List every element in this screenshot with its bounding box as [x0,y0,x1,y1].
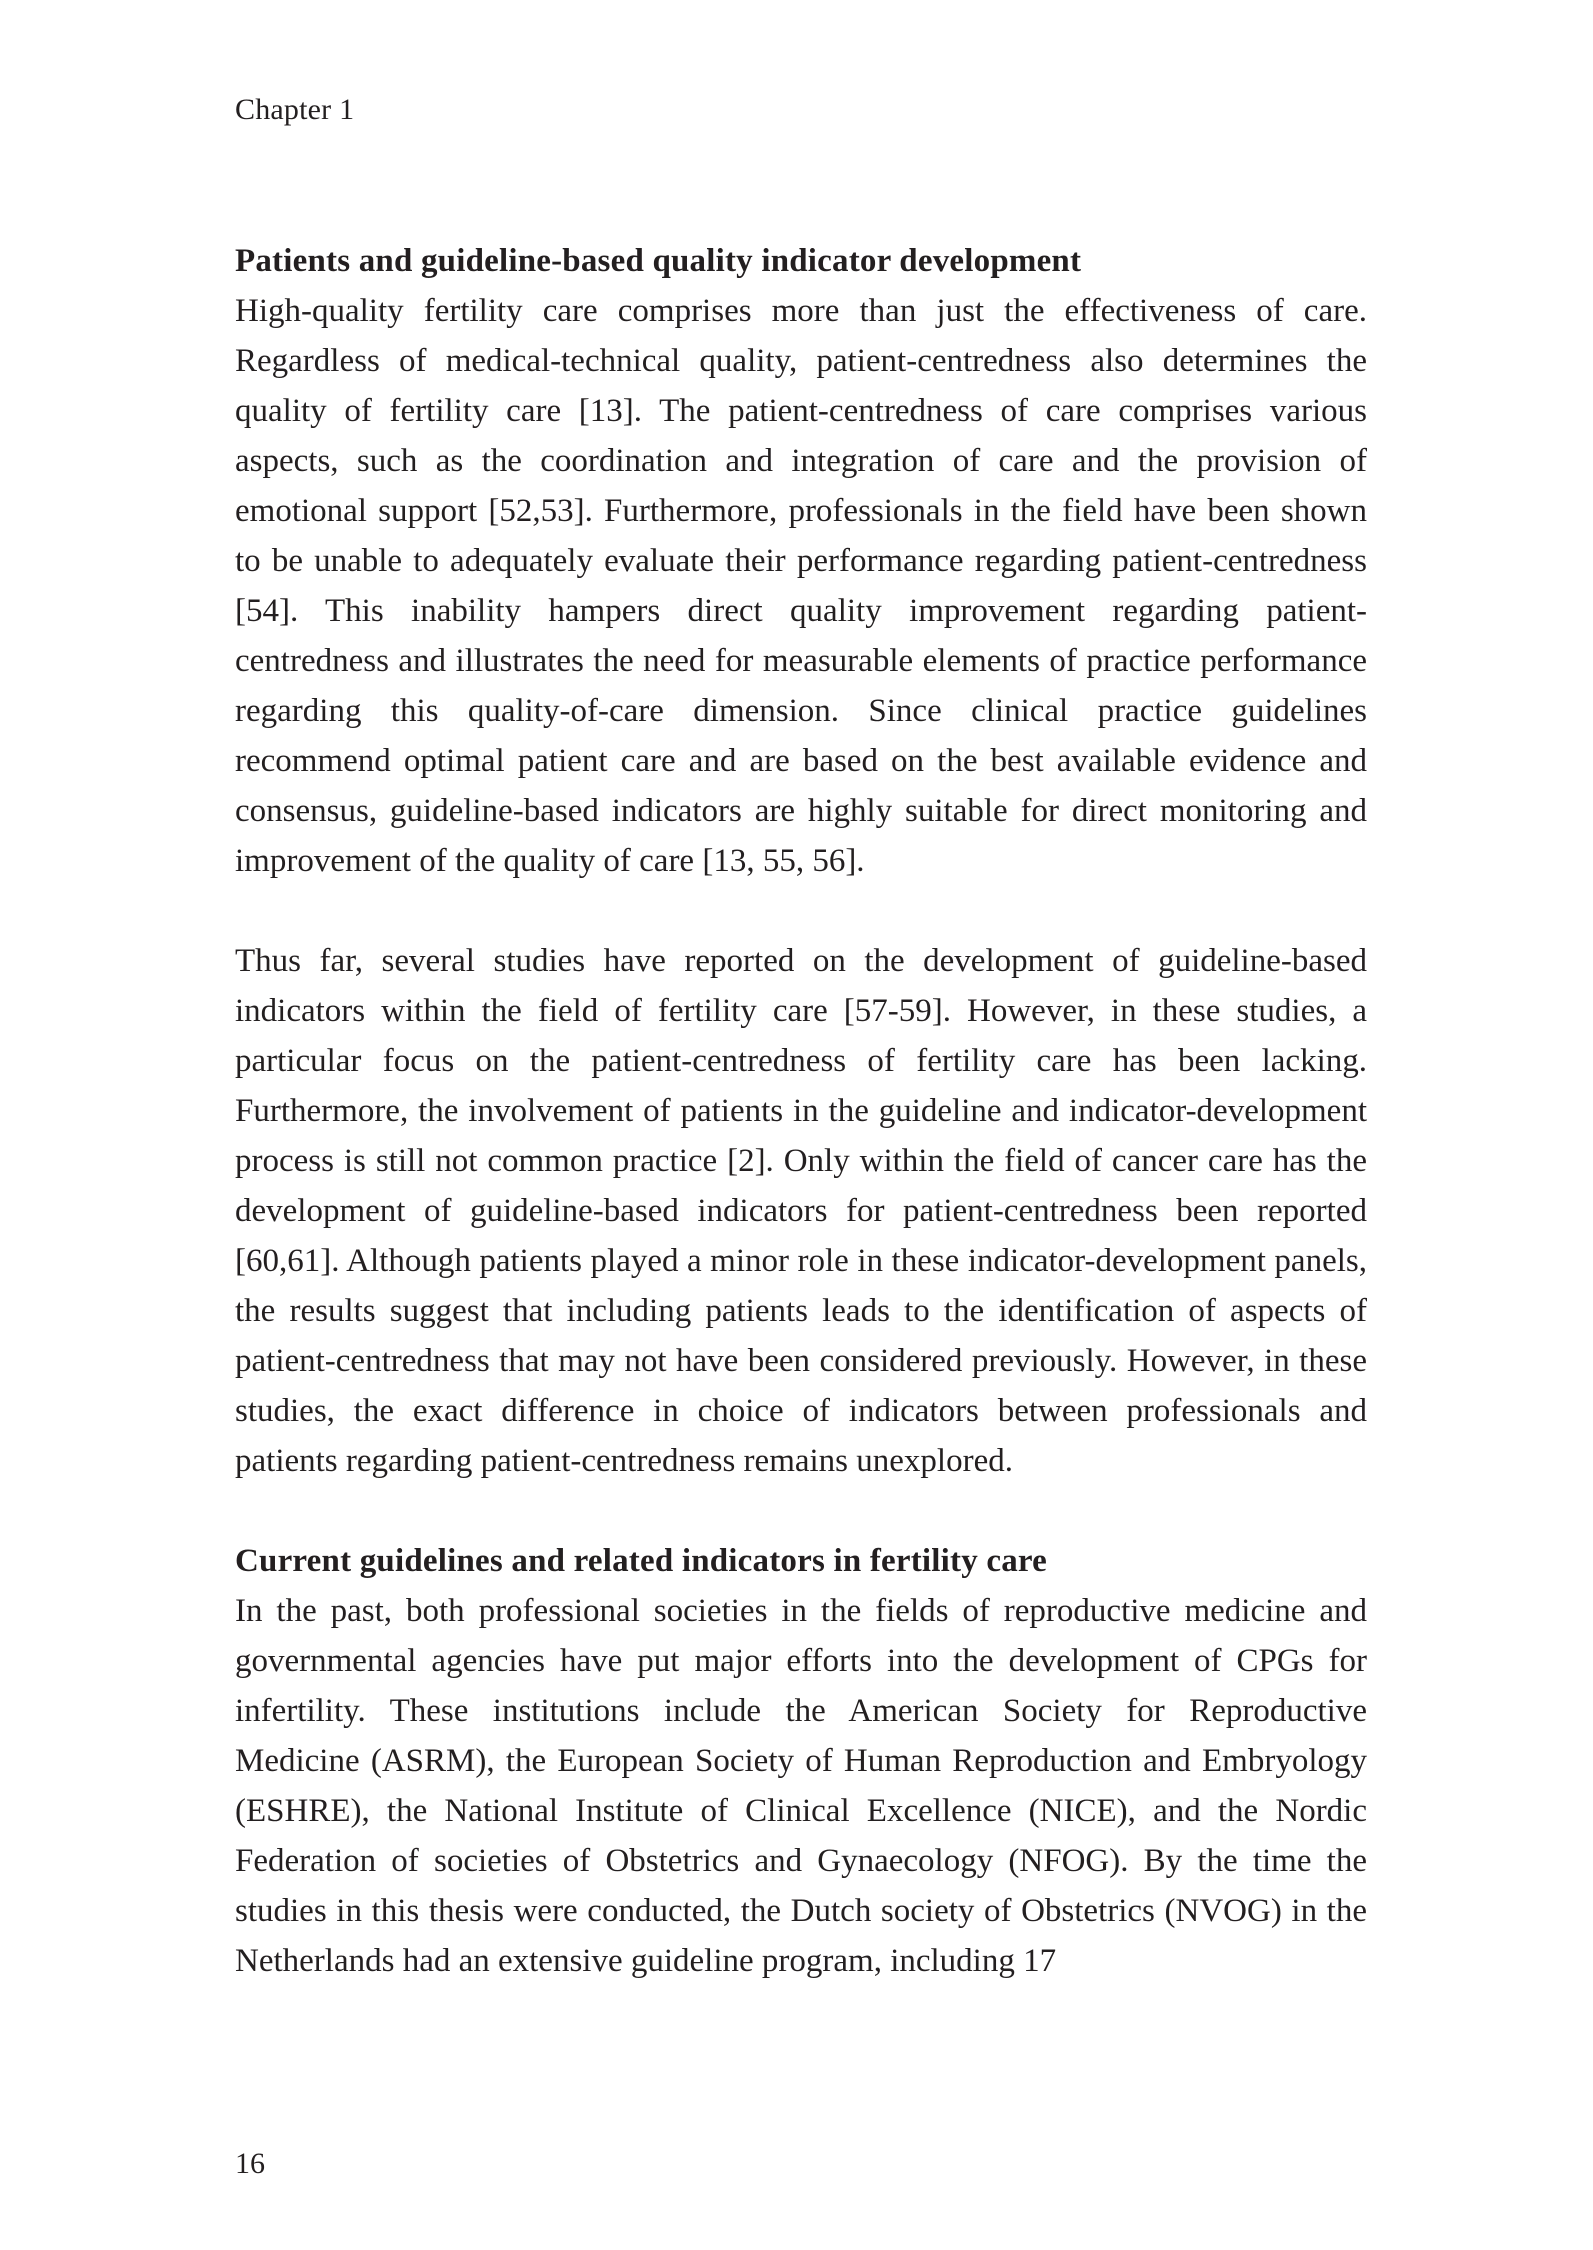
section-spacer [235,1486,1367,1536]
running-head: Chapter 1 [235,93,355,126]
section-current-guidelines [235,1536,1367,1986]
paragraph: High-quality fertility care comprises more than just the effectiveness of care. Regardless of medical-technical quality, patient-centredness also determines the quality of fertility care [13]. The patient-centredness of care comprises various aspects, such as the coordination and integration of care and the provision of emotional support [52,53]. Furthermore, professionals in the field have been shown to be unable to adequately evaluate their performance regarding patient-centredness [54]. This inability hampers direct quality improvement regarding patient-centredness and illustrates the need for measurable elements of practice performance regarding this quality-of-care dimension. Since clinical practice guidelines recommend optimal patient care and are based on the best available evidence and consensus, guideline-based indicators are highly suitable for direct monitoring and improvement of the quality of care [13, 55, 56]. [235,293,1367,879]
paragraph-spacer [235,886,1367,936]
section-heading: Patients and guideline-based quality indicator development [235,243,1082,279]
main-text [235,236,1367,1986]
paragraph: Thus far, several studies have reported on the development of guideline-based indicators within the field of fertility care [57-59]. However, in these studies, a particular focus on the patient-centredness of fertility care has been lacking. Furthermore, the involvement of patients in the guideline and indicator-development process is still not common practice [2]. Only within the field of cancer care has the development of guideline-based indicators for patient-centredness been reported [60,61]. Although patients played a minor role in these indicator-development panels, the results suggest that including patients leads to the identification of aspects of patient-centredness that may not have been considered previously. However, in these studies, the exact difference in choice of indicators between professionals and patients regarding patient-centredness remains unexplored. [235,943,1367,1479]
page-number: 16 [235,2147,265,2180]
section-heading: Current guidelines and related indicators in fertility care [235,1543,1047,1579]
section-patient-indicators [235,236,1367,1486]
paragraph: In the past, both professional societies in the fields of reproductive medicine and governmental agencies have put major efforts into the development of CPGs for infertility. These institutions include the American Society for Reproductive Medicine (ASRM), the European Society of Human Reproduction and Embryology (ESHRE), the National Institute of Clinical Excellence (NICE), and the Nordic Federation of societies of Obstetrics and Gynaecology (NFOG). By the time the studies in this thesis were conducted, the Dutch society of Obstetrics (NVOG) in the Netherlands had an extensive guideline program, including 17 [235,1593,1367,1979]
